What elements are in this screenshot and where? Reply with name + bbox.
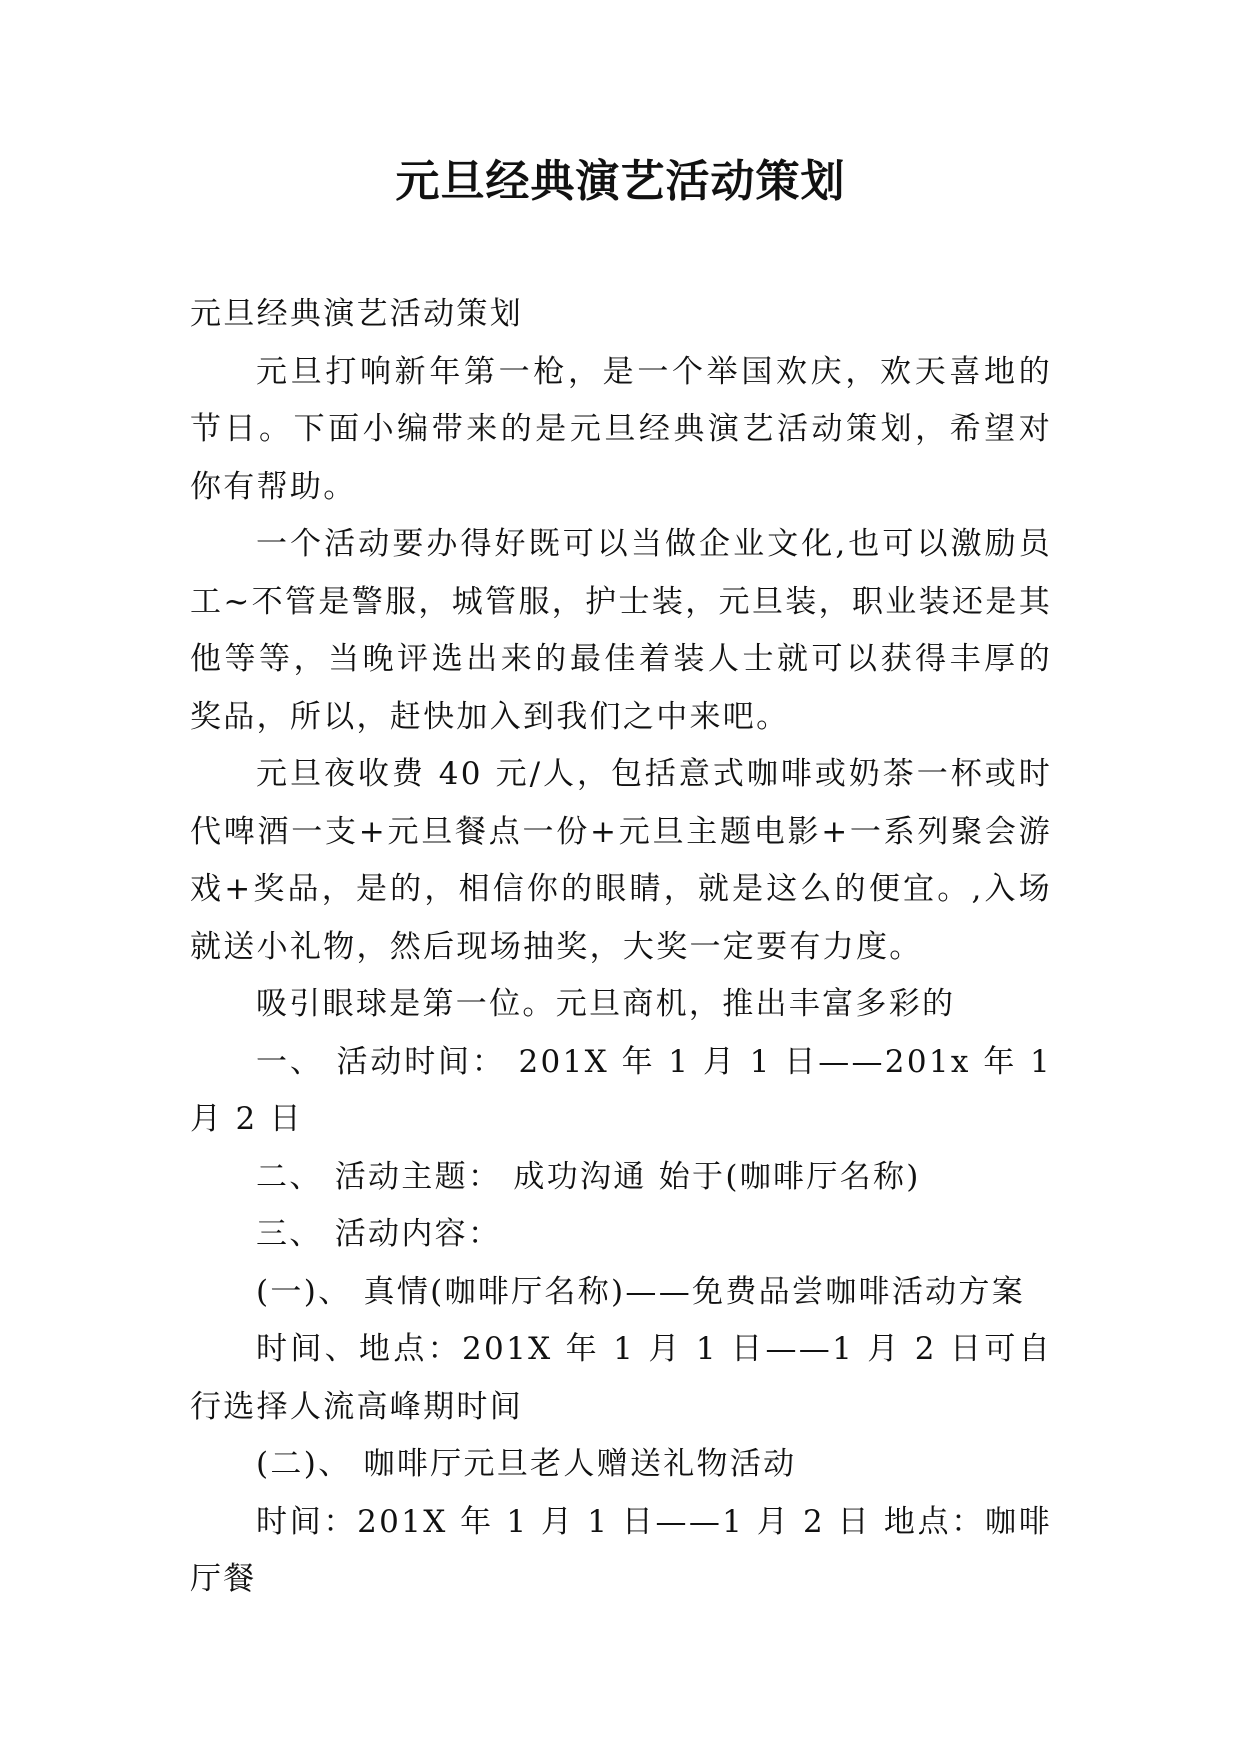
paragraph: (二)、 咖啡厅元旦老人赠送礼物活动 — [256, 1446, 797, 1482]
paragraph: 吸引眼球是第一位。元旦商机，推出丰富多彩的 — [256, 986, 956, 1022]
paragraph: 元旦夜收费 40 元/人，包括意式咖啡或奶茶一杯或时代啤酒一支+元旦餐点一份+元旦主题电影+一系列聚会游戏+奖品，是的，相信你的眼睛，就是这么的便宜。,入场就送小礼物，然后现场抽奖，大奖一定要有力度。 — [190, 756, 1052, 965]
paragraph: 时间：201X 年 1 月 1 日——1 月 2 日 地点：咖啡厅餐 — [190, 1503, 1052, 1597]
paragraph: 时间、地点：201X 年 1 月 1 日——1 月 2 日可自行选择人流高峰期时间 — [190, 1331, 1052, 1425]
paragraph: 元旦经典演艺活动策划 — [190, 296, 523, 332]
paragraph: 元旦打响新年第一枪，是一个举国欢庆，欢天喜地的节日。下面小编带来的是元旦经典演艺活动策划，希望对你有帮助。 — [190, 353, 1052, 505]
paragraph: (一)、 真情(咖啡厅名称)——免费品尝咖啡活动方案 — [256, 1273, 1026, 1310]
paragraph: 一、 活动时间： 201X 年 1 月 1 日——201x 年 1 月 2 日 — [190, 1043, 1052, 1137]
paragraph: 一个活动要办得好既可以当做企业文化,也可以激励员工~不管是警服，城管服，护士装，元旦装，职业装还是其他等等，当晚评选出来的最佳着装人士就可以获得丰厚的奖品，所以，赶快加入到我们之中来吧。 — [190, 526, 1052, 735]
document-body — [190, 286, 1052, 1609]
paragraph: 三、 活动内容： — [256, 1216, 502, 1252]
paragraph: 二、 活动主题： 成功沟通 始于(咖啡厅名称) — [256, 1158, 921, 1195]
document-title: 元旦经典演艺活动策划 — [395, 156, 846, 207]
